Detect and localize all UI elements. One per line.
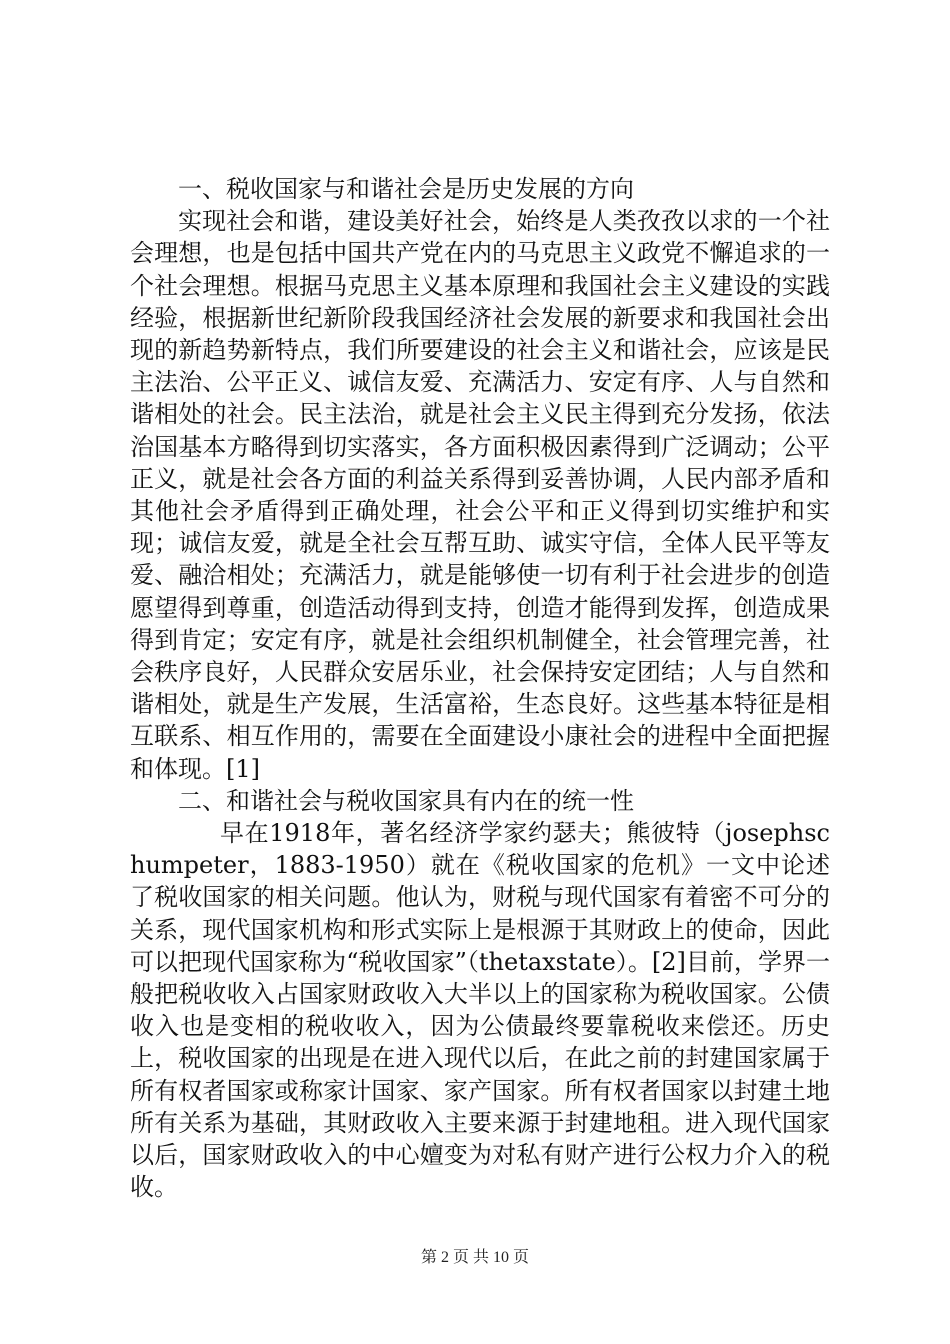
section-paragraph-1: 实现社会和谐，建设美好社会，始终是人类孜孜以求的一个社会理想，也是包括中国共产党在内的马克思主义政党不懈追求的一个社会理想。根据马克思主义基本原理和我国社会主义建设的实践经验，根据新世纪新阶段我国经济社会发展的新要求和我国社会出现的新趋势新特点，我们所要建设的社会主义和谐社会，应该是民主法治、公平正义、诚信友爱、充满活力、安定有序、人与自然和谐相处的社会。民主法治，就是社会主义民主得到充分发扬，依法治国基本方略得到切实落实，各方面积极因素得到广泛调动；公平正义，就是社会各方面的利益关系得到妥善协调，人民内部矛盾和其他社会矛盾得到正确处理，社会公平和正义得到切实维护和实现；诚信友爱，就是全社会互帮互助、诚实守信，全体人民平等友爱、融洽相处；充满活力，就是能够使一切有利于社会进步的创造愿望得到尊重，创造活动得到支持，创造才能得到发挥，创造成果得到肯定；安定有序，就是社会组织机制健全，社会管理完善，社会秩序良好，人民群众安居乐业，社会保持安定团结；人与自然和谐相处，就是生产发展，生活富裕，生态良好。这些基本特征是相互联系、相互作用的，需要在全面建设小康社会的进程中全面把握和体现。[1] <box>130 207 830 783</box>
document-body <box>130 173 830 1204</box>
page-number-footer: 第 2 页 共 10 页 <box>420 1249 529 1266</box>
section-heading-1: 一、税收国家与和谐社会是历史发展的方向 <box>178 175 634 203</box>
section-heading-2: 二、和谐社会与税收国家具有内在的统一性 <box>178 786 634 815</box>
section-paragraph-2: 早在1918年，著名经济学家约瑟夫；熊彼特（josephschumpeter，1883-1950）就在《税收国家的危机》一文中论述了税收国家的相关问题。他认为，财税与现代国家有着密不可分的关系，现代国家机构和形式实际上是根源于其财政上的使命，因此可以把现代国家称为“税收国家”（thetaxstate）。[2]目前，学界一般把税收收入占国家财政收入大半以上的国家称为税收国家。公债收入也是变相的税收收入，因为公债最终要靠税收来偿还。历史上，税收国家的出现是在进入现代以后，在此之前的封建国家属于所有权者国家或称家计国家、家产国家。所有权者国家以封建土地所有关系为基础，其财政收入主要来源于封建地租。进入现代国家以后，国家财政收入的中心嬗变为对私有财产进行公权力介入的税收。 <box>130 819 830 1202</box>
